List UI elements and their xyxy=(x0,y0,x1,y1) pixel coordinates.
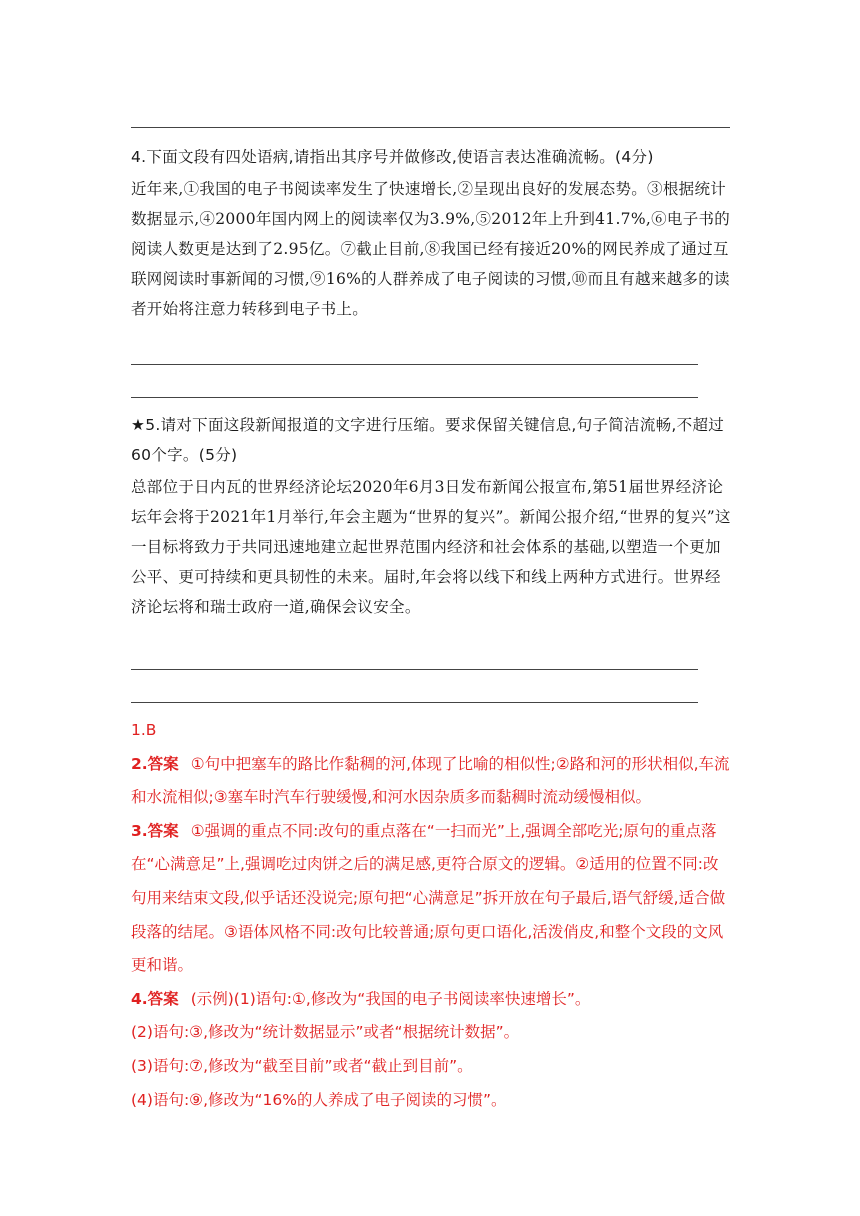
question-4-passage: 近年来,①我国的电子书阅读率发生了快速增长,②呈现出良好的发展态势。③根据统计数据显示,④2000年国内网上的阅读率仅为3.9%,⑤2012年上升到41.7%,⑥电子书的阅读人数更是达到了2.95亿。⑦截止目前,⑧我国已经有接近20%的网民养成了通过互联网阅读时事新闻的习惯,⑨16%的人群养成了电子阅读的习惯,⑩而且有越来越多的读者开始将注意力转移到电子书上。 xyxy=(131,180,731,318)
answer-2-label: 2.答案 xyxy=(131,754,179,773)
answer-4-line-4: (4)语句:⑨,修改为“16%的人养成了电子阅读的习惯”。 xyxy=(131,1090,507,1109)
question-5-title: ★5.请对下面这段新闻报道的文字进行压缩。要求保留关键信息,句子简洁流畅,不超过60个字。(5分) xyxy=(131,416,725,464)
answer-3-label: 3.答案 xyxy=(131,821,179,840)
question-5-passage: 总部位于日内瓦的世界经济论坛2020年6月3日发布新闻公报宣布,第51届世界经济论坛年会将于2021年1月举行,年会主题为“世界的复兴”。新闻公报介绍,“世界的复兴”这一目标将致力于共同迅速地建立起世界范围内经济和社会体系的基础,以塑造一个更加公平、更可持续和更具韧性的未来。届时,年会将以线下和线上两种方式进行。世界经济论坛将和瑞士政府一道,确保会议安全。 xyxy=(131,478,731,616)
answer-4-line-1: (示例)(1)语句:①,修改为“我国的电子书阅读率快速增长”。 xyxy=(190,989,591,1008)
answer-1: 1.B xyxy=(131,721,157,739)
answer-4-line-3: (3)语句:⑦,修改为“截至目前”或者“截止到目前”。 xyxy=(131,1056,473,1075)
answer-3 xyxy=(131,815,731,983)
top-divider xyxy=(131,127,730,128)
answer-2 xyxy=(131,748,731,815)
answer-4 xyxy=(131,983,731,1017)
question-4-title: 4.下面文段有四处语病,请指出其序号并做修改,使语言表达准确流畅。(4分) xyxy=(131,148,654,166)
question-4 xyxy=(131,142,731,324)
answer-4-line-2: (2)语句:③,修改为“统计数据显示”或者“根据统计数据”。 xyxy=(131,1023,520,1042)
answer-line-5b xyxy=(131,702,698,703)
answer-4-label: 4.答案 xyxy=(131,989,179,1008)
answer-line-5a xyxy=(131,669,698,670)
question-5 xyxy=(131,410,731,622)
answer-2-text: ①句中把塞车的路比作黏稠的河,体现了比喻的相似性;②路和河的形状相似,车流和水流相似;③塞车时汽车行驶缓慢,和河水因杂质多而黏稠时流动缓慢相似。 xyxy=(131,754,730,807)
answer-line-4a xyxy=(131,364,698,365)
answer-line-4b xyxy=(131,397,698,398)
answer-key xyxy=(131,714,731,1117)
answer-3-text: ①强调的重点不同:改句的重点落在“一扫而光”上,强调全部吃光;原句的重点落在“心满意足”上,强调吃过肉饼之后的满足感,更符合原文的逻辑。②适用的位置不同:改句用来结束文段,似乎话还没说完;原句把“心满意足”拆开放在句子最后,语气舒缓,适合做段落的结尾。③语体风格不同:改句比较普通;原句更口语化,活泼俏皮,和整个文段的文风更和谐。 xyxy=(131,821,726,975)
